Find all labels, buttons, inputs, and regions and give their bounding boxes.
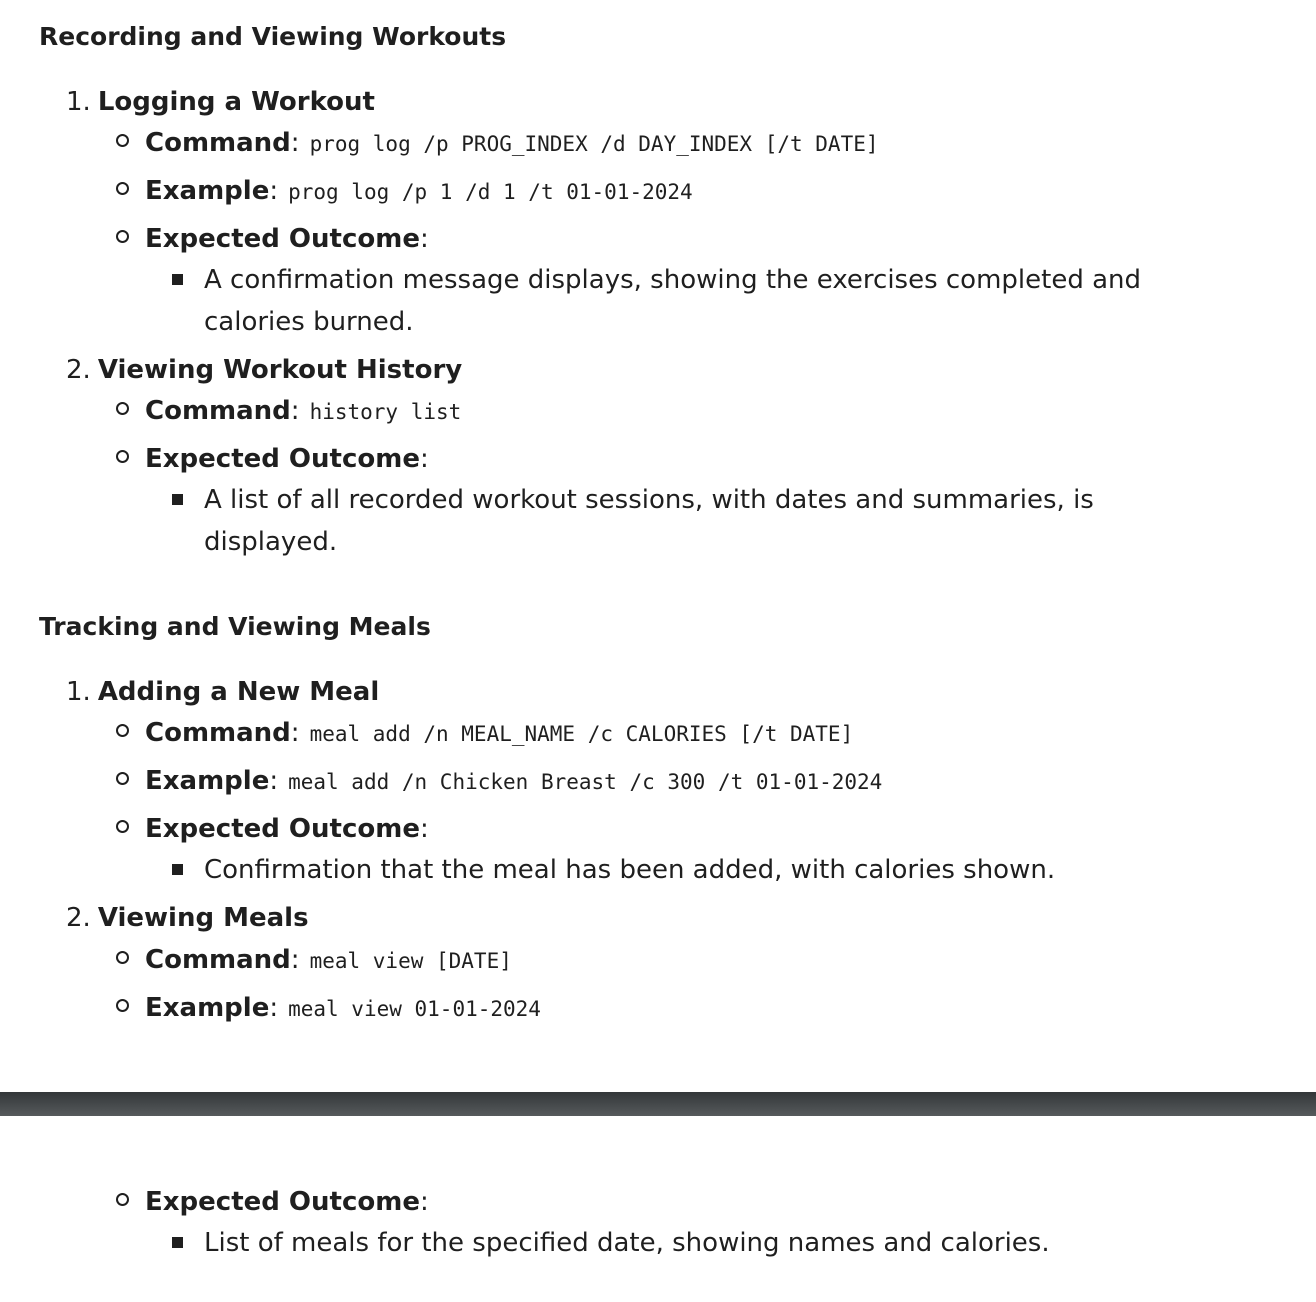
square-bullet-icon [172, 1237, 183, 1248]
outcome-row: Expected Outcome: [116, 816, 429, 842]
command-code: history list [309, 400, 462, 424]
circle-bullet-icon [116, 230, 129, 243]
command-label: Command [145, 945, 291, 975]
command-row: Command: prog log /p PROG_INDEX /d DAY_INDEX [/t DATE] [116, 130, 879, 156]
circle-bullet-icon [116, 772, 129, 785]
outcome-label: Expected Outcome [145, 814, 420, 844]
section-title-meals: Tracking and Viewing Meals [39, 612, 431, 641]
outcome-bullet [172, 479, 1184, 563]
example-label: Example [145, 176, 270, 206]
circle-bullet-icon [116, 724, 129, 737]
item-title: Logging a Workout [97, 87, 375, 117]
circle-bullet-icon [116, 182, 129, 195]
outcome-row: Expected Outcome: [116, 1189, 429, 1215]
item-number: 1. [66, 87, 91, 117]
outcome-bullet [172, 849, 1184, 891]
outcome-text: List of meals for the specified date, showing names and calories. [204, 1228, 1050, 1258]
item-title: Viewing Workout History [97, 355, 463, 385]
list-item-adding-meal [66, 679, 379, 705]
list-item-viewing-history [66, 357, 462, 383]
outcome-bullet [172, 1222, 1184, 1264]
list-item-logging-workout [66, 89, 375, 115]
item-number: 2. [66, 355, 91, 385]
list-item-viewing-meals [66, 905, 309, 931]
outcome-bullet [172, 259, 1184, 343]
circle-bullet-icon [116, 951, 129, 964]
example-code: prog log /p 1 /d 1 /t 01-01-2024 [288, 180, 693, 204]
command-label: Command [145, 718, 291, 748]
circle-bullet-icon [116, 999, 129, 1012]
example-row: Example: meal add /n Chicken Breast /c 300 /t 01-01-2024 [116, 768, 882, 794]
outcome-text: A confirmation message displays, showing the exercises completed and calories burned. [204, 265, 1142, 337]
example-code: meal add /n Chicken Breast /c 300 /t 01-01-2024 [288, 770, 883, 794]
example-row: Example: prog log /p 1 /d 1 /t 01-01-2024 [116, 178, 693, 204]
example-label: Example [145, 993, 270, 1023]
square-bullet-icon [172, 494, 183, 505]
item-title: Adding a New Meal [97, 677, 380, 707]
item-number: 1. [66, 677, 91, 707]
command-row: Command: history list [116, 398, 461, 424]
outcome-label: Expected Outcome [145, 444, 420, 474]
square-bullet-icon [172, 274, 183, 285]
example-row: Example: meal view 01-01-2024 [116, 995, 541, 1021]
command-label: Command [145, 128, 291, 158]
example-label: Example [145, 766, 270, 796]
circle-bullet-icon [116, 820, 129, 833]
outcome-text: A list of all recorded workout sessions, with dates and summaries, is displayed. [204, 485, 1094, 557]
circle-bullet-icon [116, 1193, 129, 1206]
command-label: Command [145, 396, 291, 426]
command-row: Command: meal view [DATE] [116, 947, 512, 973]
outcome-text: Confirmation that the meal has been added, with calories shown. [204, 855, 1056, 885]
outcome-row: Expected Outcome: [116, 446, 429, 472]
outcome-label: Expected Outcome [145, 224, 420, 254]
outcome-label: Expected Outcome [145, 1187, 420, 1217]
command-code: meal view [DATE] [309, 949, 512, 973]
circle-bullet-icon [116, 134, 129, 147]
item-title: Viewing Meals [97, 903, 309, 933]
section-title-workouts: Recording and Viewing Workouts [39, 22, 507, 51]
command-code: meal add /n MEAL_NAME /c CALORIES [/t DATE] [309, 722, 854, 746]
command-row: Command: meal add /n MEAL_NAME /c CALORIES [/t DATE] [116, 720, 853, 746]
item-number: 2. [66, 903, 91, 933]
outcome-row: Expected Outcome: [116, 226, 429, 252]
page-break-divider [0, 1092, 1316, 1116]
command-code: prog log /p PROG_INDEX /d DAY_INDEX [/t DATE] [309, 132, 879, 156]
circle-bullet-icon [116, 402, 129, 415]
circle-bullet-icon [116, 450, 129, 463]
example-code: meal view 01-01-2024 [288, 997, 541, 1021]
square-bullet-icon [172, 864, 183, 875]
